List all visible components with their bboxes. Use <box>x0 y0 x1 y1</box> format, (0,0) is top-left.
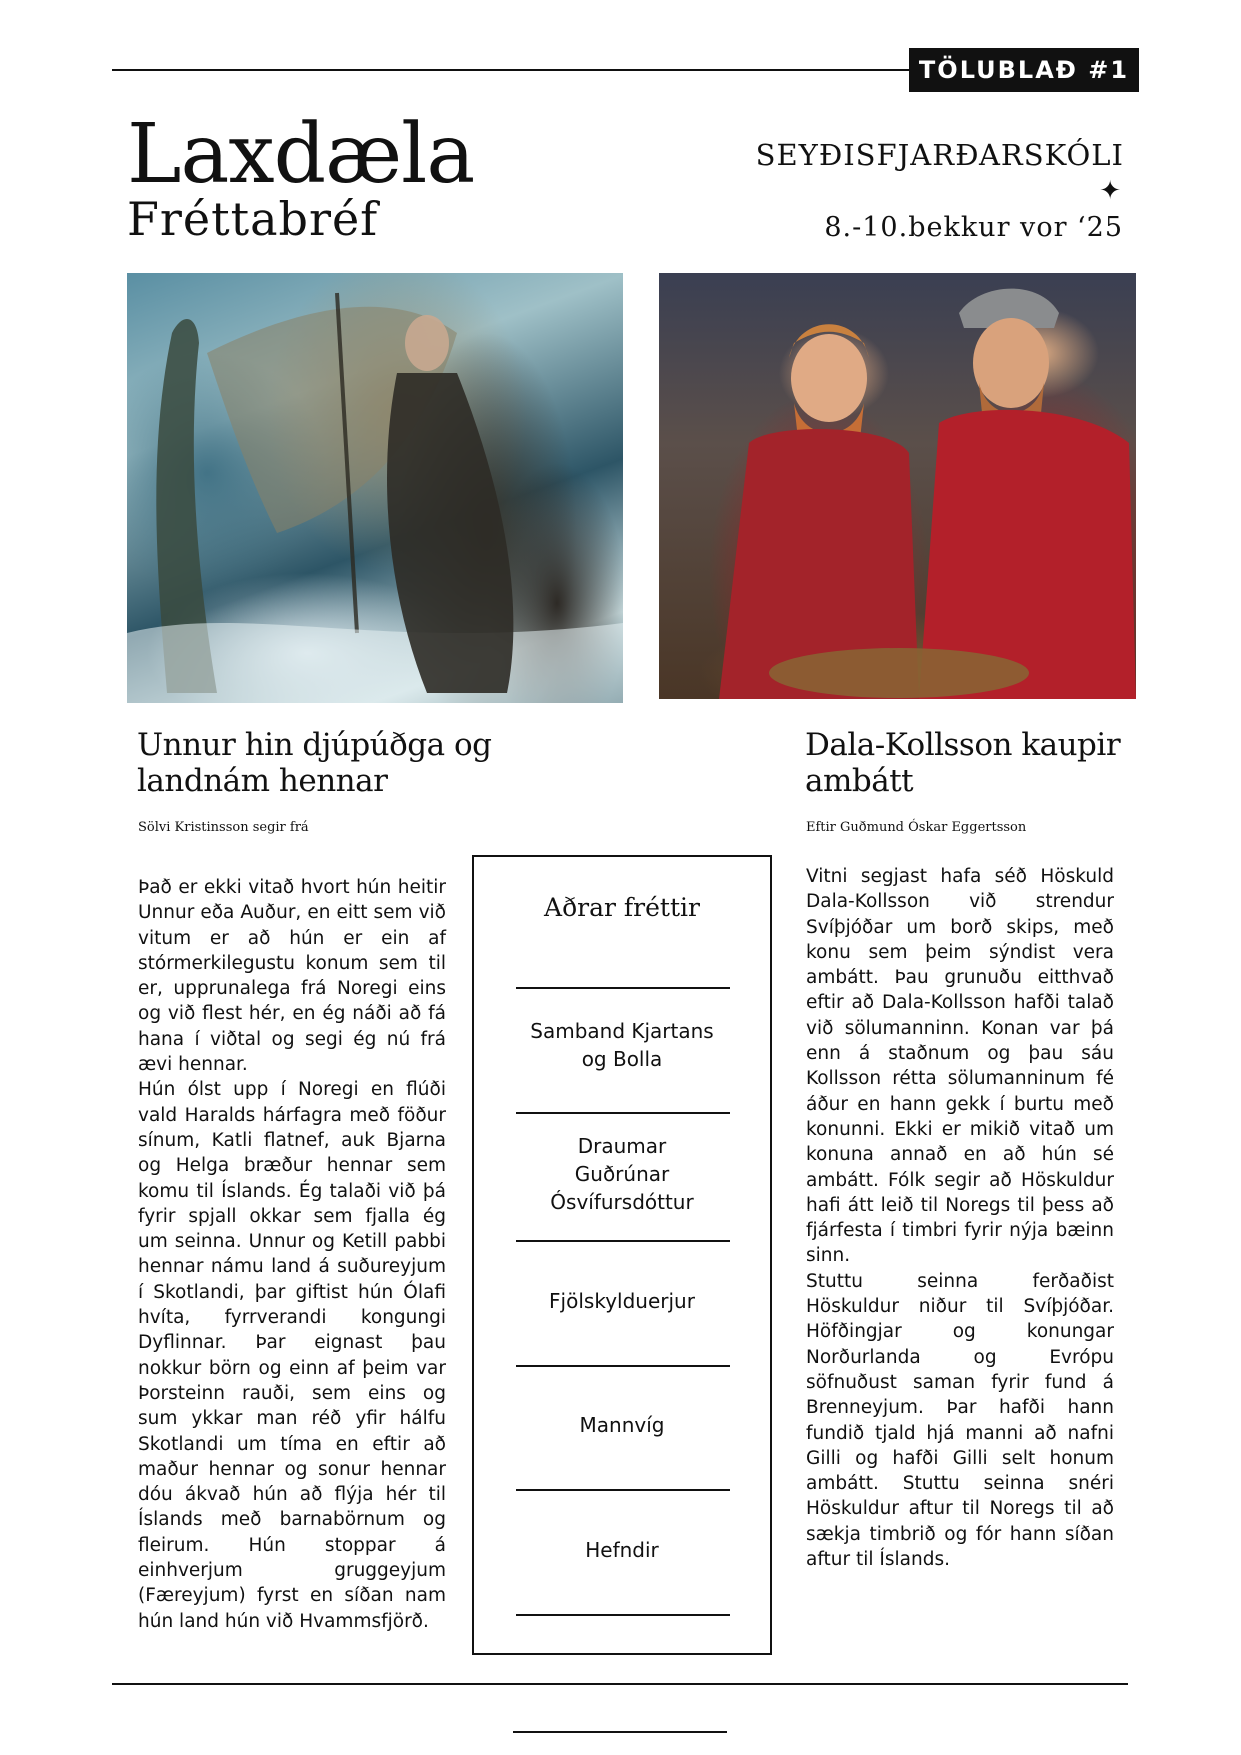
footer-short-rule <box>513 1731 727 1733</box>
right-article-body <box>806 864 1114 1572</box>
other-news-item[interactable]: Hefndir <box>585 1538 659 1562</box>
left-article-byline: Sölvi Kristinsson segir frá <box>138 820 309 835</box>
right-article-headline: Dala-Kollsson kaupir ambátt <box>805 727 1121 799</box>
other-news-title: Aðrar fréttir <box>544 893 700 922</box>
other-news-box <box>472 855 772 1655</box>
top-rule <box>112 69 912 71</box>
newsletter-subtitle: Fréttabréf <box>127 192 379 246</box>
left-article-body <box>138 875 446 1634</box>
viking-market-image <box>659 273 1136 699</box>
bottom-rule <box>112 1683 1128 1685</box>
left-article-paragraph: Hún ólst upp í Noregi en flúði vald Haralds hárfagra með föður sínum, Katli flatnef, auk Bjarna og Helga bræður hennar sem komu til Íslands. Ég talaði við þá fyrir spjall okkar sem fjalla ég um seinna. Unnur og Ketill pabbi hennar námu land á suðureyjum í Skotlandi, þar giftist hún Ólafi hvíta, fyrrverandi kongungi Dyflinnar. Þar eignast þau nokkur börn og einn af þeim var Þorsteinn rauði, sem eins og sum ykkar man réð yfir hálfu Skotlandi um tíma en eftir að maður hennar og sonur hennar dóu ákvað hún að flýja hér til Íslands með barnabörnum og fleirum. Hún stoppar á einhverjum gruggeyjum (Færeyjum) fyrst en síðan nam hún land hún við Hvammsfjörð. <box>138 1079 446 1632</box>
right-article-paragraph: Stuttu seinna ferðaðist Höskuldur niður til Svíþjóðar. Höfðingjar og konungar Norðurlanda og Evrópu söfnuðust saman fyrir fund á Brenneyjum. Þar hafði hann fundið tjald hjá manni að nafni Gilli og hafði Gilli selt honum ambátt. Stuttu seinna snéri Höskuldur aftur til Noregs til að sækja timbrið og fór hann síðan aftur til Íslands. <box>806 1270 1114 1571</box>
sparkle-icon: ✦ <box>1099 176 1121 206</box>
divider <box>516 1365 730 1367</box>
school-name: SEYÐISFJARÐARSKÓLI <box>755 138 1124 172</box>
viking-woman-longship-image <box>127 273 623 703</box>
divider <box>516 1614 730 1616</box>
other-news-item[interactable]: Mannvíg <box>579 1413 665 1437</box>
other-news-item[interactable]: Fjölskylduerjur <box>549 1289 695 1313</box>
left-article-headline: Unnur hin djúpúðga og landnám hennar <box>137 727 492 799</box>
class-info: 8.-10.bekkur vor ‘25 <box>824 212 1123 243</box>
newsletter-title: Laxdæla <box>127 107 475 202</box>
other-news-item[interactable]: Draumar Guðrúnar Ósvífursdóttur <box>550 1134 694 1214</box>
issue-badge: TÖLUBLAÐ #1 <box>909 48 1139 92</box>
right-article-byline: Eftir Guðmund Óskar Eggertsson <box>806 820 1027 835</box>
right-article-paragraph: Vitni segjast hafa séð Höskuld Dala-Kollsson við strendur Svíþjóðar um borð skips, með konu sem þeim sýndist vera ambátt. Þau grunuðu eitthvað eftir að Dala-Kollsson hafði talað við sölumanninn. Konan var þá enn á staðnum og þau sáu Kollsson rétta sölumanninum fé áður en hann gekk í burtu með konunni. Ekki er mikið vitað um konuna annað en að hún sé ambátt. Fólk segir að Höskuldur hafi átt leið til Noregs til þess að fjárfesta í timbri fyrir nýja bæinn sinn. <box>806 866 1114 1267</box>
divider <box>516 1240 730 1242</box>
divider <box>516 1112 730 1114</box>
other-news-item[interactable]: Samband Kjartans og Bolla <box>530 1019 714 1071</box>
left-article-paragraph: Það er ekki vitað hvort hún heitir Unnur eða Auður, en eitt sem við vitum er að hún er ein af stórmerkilegustu konum sem til er, upprunalega frá Noregi eins og við flest hér, en ég náði að fá hana í viðtal og segi ég nú frá ævi hennar. <box>138 877 446 1076</box>
divider <box>516 987 730 989</box>
divider <box>516 1489 730 1491</box>
